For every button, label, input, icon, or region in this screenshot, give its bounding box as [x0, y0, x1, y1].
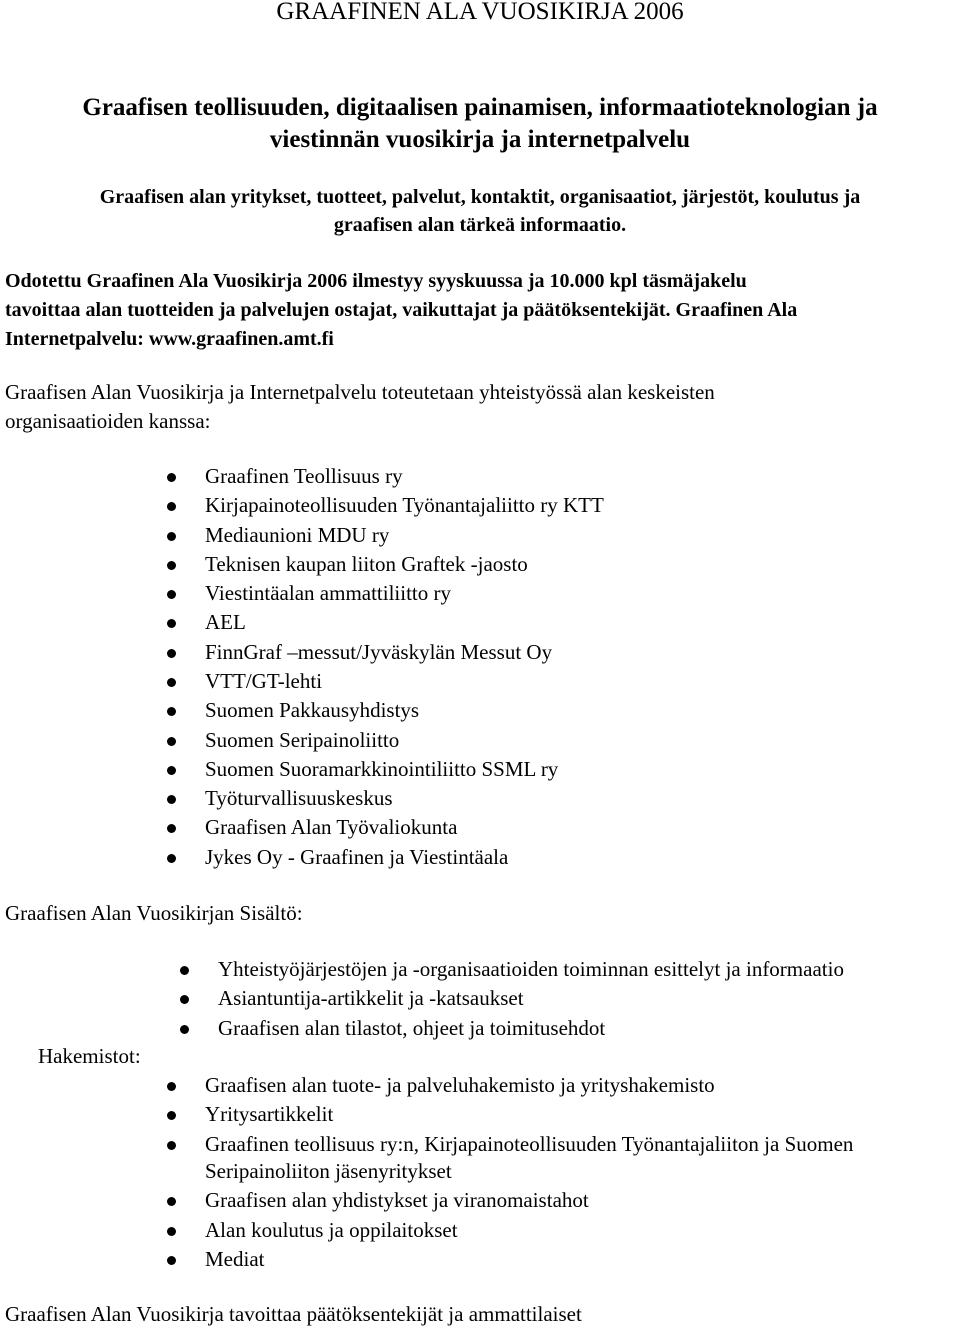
cooperation-line-2: organisaatioiden kanssa:	[5, 409, 211, 433]
directory-item: Yritysartikkelit	[205, 1102, 334, 1126]
organization-item: Kirjapainoteollisuuden Työnantajaliitto ry KTT	[205, 493, 604, 517]
organization-item: VTT/GT-lehti	[205, 669, 323, 693]
organization-item: Mediaunioni MDU ry	[205, 523, 390, 547]
organization-item: FinnGraf –messut/Jyväskylän Messut Oy	[205, 640, 553, 664]
cooperation-line-1: Graafisen Alan Vuosikirja ja Internetpalvelu toteutetaan yhteistyössä alan keskeisten	[5, 380, 715, 404]
directory-item: Graafinen teollisuus ry:n, Kirjapainoteollisuuden Työnantajaliiton ja Suomen	[205, 1132, 854, 1156]
announcement-line-1: Odotettu Graafinen Ala Vuosikirja 2006 ilmestyy syyskuussa ja 10.000 kpl täsmäjakelu	[5, 270, 747, 292]
organization-item: Teknisen kaupan liiton Graftek -jaosto	[205, 552, 528, 576]
contents-item: Yhteistyöjärjestöjen ja -organisaatioiden toiminnan esittelyt ja informaatio	[218, 957, 844, 981]
organization-item: Graafisen Alan Työvaliokunta	[205, 815, 458, 839]
directory-item: Graafisen alan yhdistykset ja viranomaistahot	[205, 1188, 589, 1212]
organization-item: Jykes Oy - Graafinen ja Viestintäala	[205, 845, 509, 869]
directory-item-continuation: Seripainoliiton jäsenyritykset	[205, 1159, 452, 1183]
organization-item: Suomen Pakkausyhdistys	[205, 698, 420, 722]
intro-line-1: Graafisen alan yritykset, tuotteet, palvelut, kontaktit, organisaatiot, järjestöt, koulutus ja	[99, 186, 861, 208]
directory-item: Alan koulutus ja oppilaitokset	[205, 1218, 458, 1242]
subtitle-line-1: Graafisen teollisuuden, digitaalisen painamisen, informaatioteknologian ja	[82, 94, 878, 121]
announcement-line-2: tavoittaa alan tuotteiden ja palvelujen ostajat, vaikuttajat ja päätöksentekijät. Graafinen Ala	[5, 299, 798, 321]
contents-heading: Graafisen Alan Vuosikirjan Sisältö:	[5, 901, 303, 925]
organization-item: Graafinen Teollisuus ry	[205, 464, 403, 488]
contents-item: Asiantuntija-artikkelit ja -katsaukset	[218, 986, 524, 1010]
subtitle-line-2: viestinnän vuosikirja ja internetpalvelu	[269, 126, 691, 153]
contents-item: Graafisen alan tilastot, ohjeet ja toimitusehdot	[218, 1016, 606, 1040]
closing-statement: Graafisen Alan Vuosikirja tavoittaa päätöksentekijät ja ammattilaiset	[5, 1302, 582, 1326]
organization-item: Suomen Suoramarkkinointiliitto SSML ry	[205, 757, 559, 781]
directories-label: Hakemistot:	[38, 1044, 141, 1068]
announcement-line-3: Internetpalvelu: www.graafinen.amt.fi	[5, 328, 334, 350]
directory-item: Graafisen alan tuote- ja palveluhakemisto ja yrityshakemisto	[205, 1073, 715, 1097]
organization-item: Viestintäalan ammattiliitto ry	[205, 581, 452, 605]
directory-item: Mediat	[205, 1247, 265, 1271]
intro-line-2: graafisen alan tärkeä informaatio.	[333, 214, 627, 236]
page-title: GRAAFINEN ALA VUOSIKIRJA 2006	[276, 0, 684, 25]
organization-item: Työturvallisuuskeskus	[205, 786, 393, 810]
organization-item: AEL	[205, 610, 246, 634]
organization-item: Suomen Seripainoliitto	[205, 728, 400, 752]
